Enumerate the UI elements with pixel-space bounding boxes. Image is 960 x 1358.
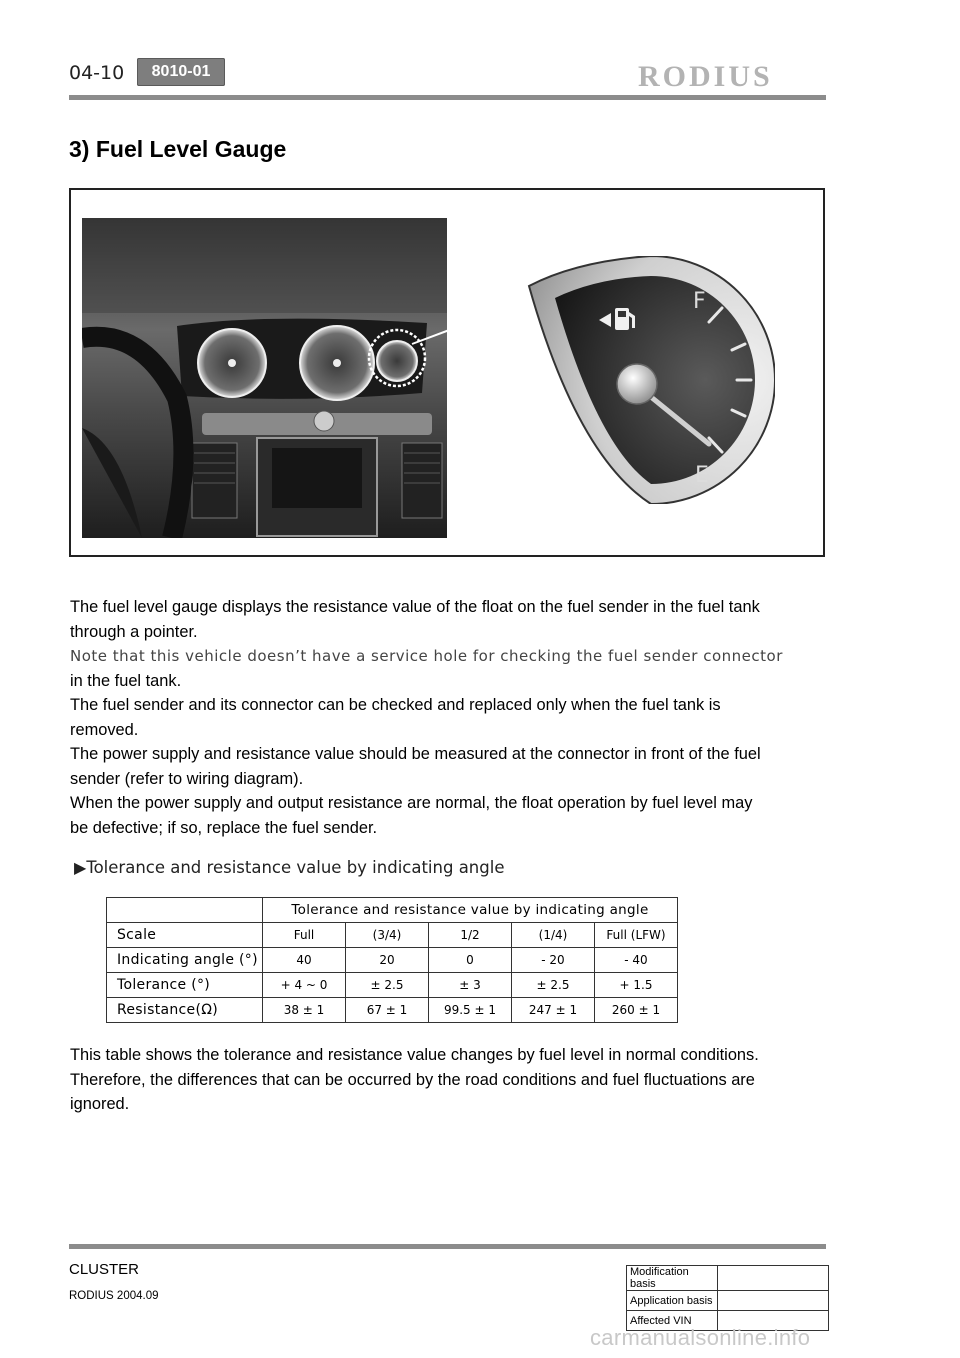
tachometer-dial <box>300 326 374 400</box>
table-row <box>107 973 678 998</box>
dashboard-photo <box>82 218 447 538</box>
body-line: in the fuel tank. <box>70 671 182 690</box>
speedometer-dial <box>198 329 266 397</box>
table-row <box>107 948 678 973</box>
note-line: Therefore, the differences that can be occurred by the road conditions and fuel fluctuations are <box>70 1070 755 1089</box>
basis-value <box>718 1266 829 1291</box>
note-paragraph <box>70 1043 830 1117</box>
table-heading <box>74 858 504 877</box>
table-cell: + 4 ~ 0 <box>263 973 346 998</box>
table-cell: ± 2.5 <box>346 973 429 998</box>
table-heading-text: Tolerance and resistance value by indicating angle <box>86 858 505 877</box>
triangle-bullet-icon: ▶ <box>74 858 87 877</box>
body-line: The fuel level gauge displays the resistance value of the float on the fuel sender in the fuel tank <box>70 598 760 616</box>
basis-table <box>626 1265 829 1331</box>
basis-row <box>627 1291 829 1311</box>
row-label: Scale <box>107 923 263 948</box>
gauge-empty-label: E <box>695 463 709 488</box>
table-cell: - 20 <box>512 948 595 973</box>
brand-logo: RODIUS <box>638 60 773 93</box>
table-cell: 67 ± 1 <box>346 998 429 1023</box>
table-cell: (3/4) <box>346 923 429 948</box>
table-cell: 38 ± 1 <box>263 998 346 1023</box>
table-cell: 0 <box>429 948 512 973</box>
table-cell: Full <box>263 923 346 948</box>
table-cell: 247 ± 1 <box>512 998 595 1023</box>
table-row <box>107 923 678 948</box>
table-cell: 40 <box>263 948 346 973</box>
fuel-gauge-illustration <box>527 256 775 504</box>
table-header-cell: Tolerance and resistance value by indicating angle <box>263 898 678 923</box>
body-text <box>70 595 830 840</box>
body-line: When the power supply and output resistance are normal, the float operation by fuel level may <box>70 794 753 812</box>
body-line: sender (refer to wiring diagram). <box>70 769 304 788</box>
fuel-gauge-dial <box>377 341 417 381</box>
note-line: ignored. <box>70 1095 130 1113</box>
note-line: This table shows the tolerance and resistance value changes by fuel level in normal conditions. <box>70 1046 759 1064</box>
table-cell: (1/4) <box>512 923 595 948</box>
basis-row <box>627 1266 829 1291</box>
table-cell: 1/2 <box>429 923 512 948</box>
row-label: Indicating angle (°) <box>107 948 263 973</box>
page-number: 04-10 <box>69 62 125 84</box>
body-line: be defective; if so, replace the fuel sender. <box>70 818 378 837</box>
header-divider <box>69 95 826 100</box>
body-line: The power supply and resistance value should be measured at the connector in front of the fuel <box>70 745 761 763</box>
table-cell: ± 2.5 <box>512 973 595 998</box>
footer-model-date: RODIUS 2004.09 <box>69 1290 159 1302</box>
tolerance-table <box>106 897 678 1023</box>
body-note-line: Note that this vehicle doesn’t have a service hole for checking the fuel sender connector <box>70 647 783 665</box>
table-cell: - 40 <box>595 948 678 973</box>
footer-section-name: CLUSTER <box>69 1261 140 1278</box>
body-line: removed. <box>70 720 139 739</box>
table-row <box>107 998 678 1023</box>
row-label: Resistance(Ω) <box>107 998 263 1023</box>
basis-key: Modification basis <box>627 1266 718 1291</box>
gauge-full-label: F <box>693 289 706 314</box>
table-cell: + 1.5 <box>595 973 678 998</box>
table-cell: 99.5 ± 1 <box>429 998 512 1023</box>
basis-key: Application basis <box>627 1291 718 1311</box>
basis-value <box>718 1291 829 1311</box>
footer-divider <box>69 1244 826 1249</box>
body-line: The fuel sender and its connector can be checked and replaced only when the fuel tank is <box>70 696 721 714</box>
section-code-badge: 8010-01 <box>137 58 225 86</box>
table-cell: 260 ± 1 <box>595 998 678 1023</box>
table-cell: Full (LFW) <box>595 923 678 948</box>
table-cell: 20 <box>346 948 429 973</box>
section-title: 3) Fuel Level Gauge <box>69 136 287 162</box>
row-label: Tolerance (°) <box>107 973 263 998</box>
table-cell: ± 3 <box>429 973 512 998</box>
body-line: through a pointer. <box>70 622 198 641</box>
gauge-hub <box>617 364 657 404</box>
table-header-row <box>107 898 678 923</box>
table-corner-cell <box>107 898 263 923</box>
basis-key: Affected VIN <box>627 1311 718 1331</box>
watermark: carmanualsonline.info <box>590 1325 811 1350</box>
